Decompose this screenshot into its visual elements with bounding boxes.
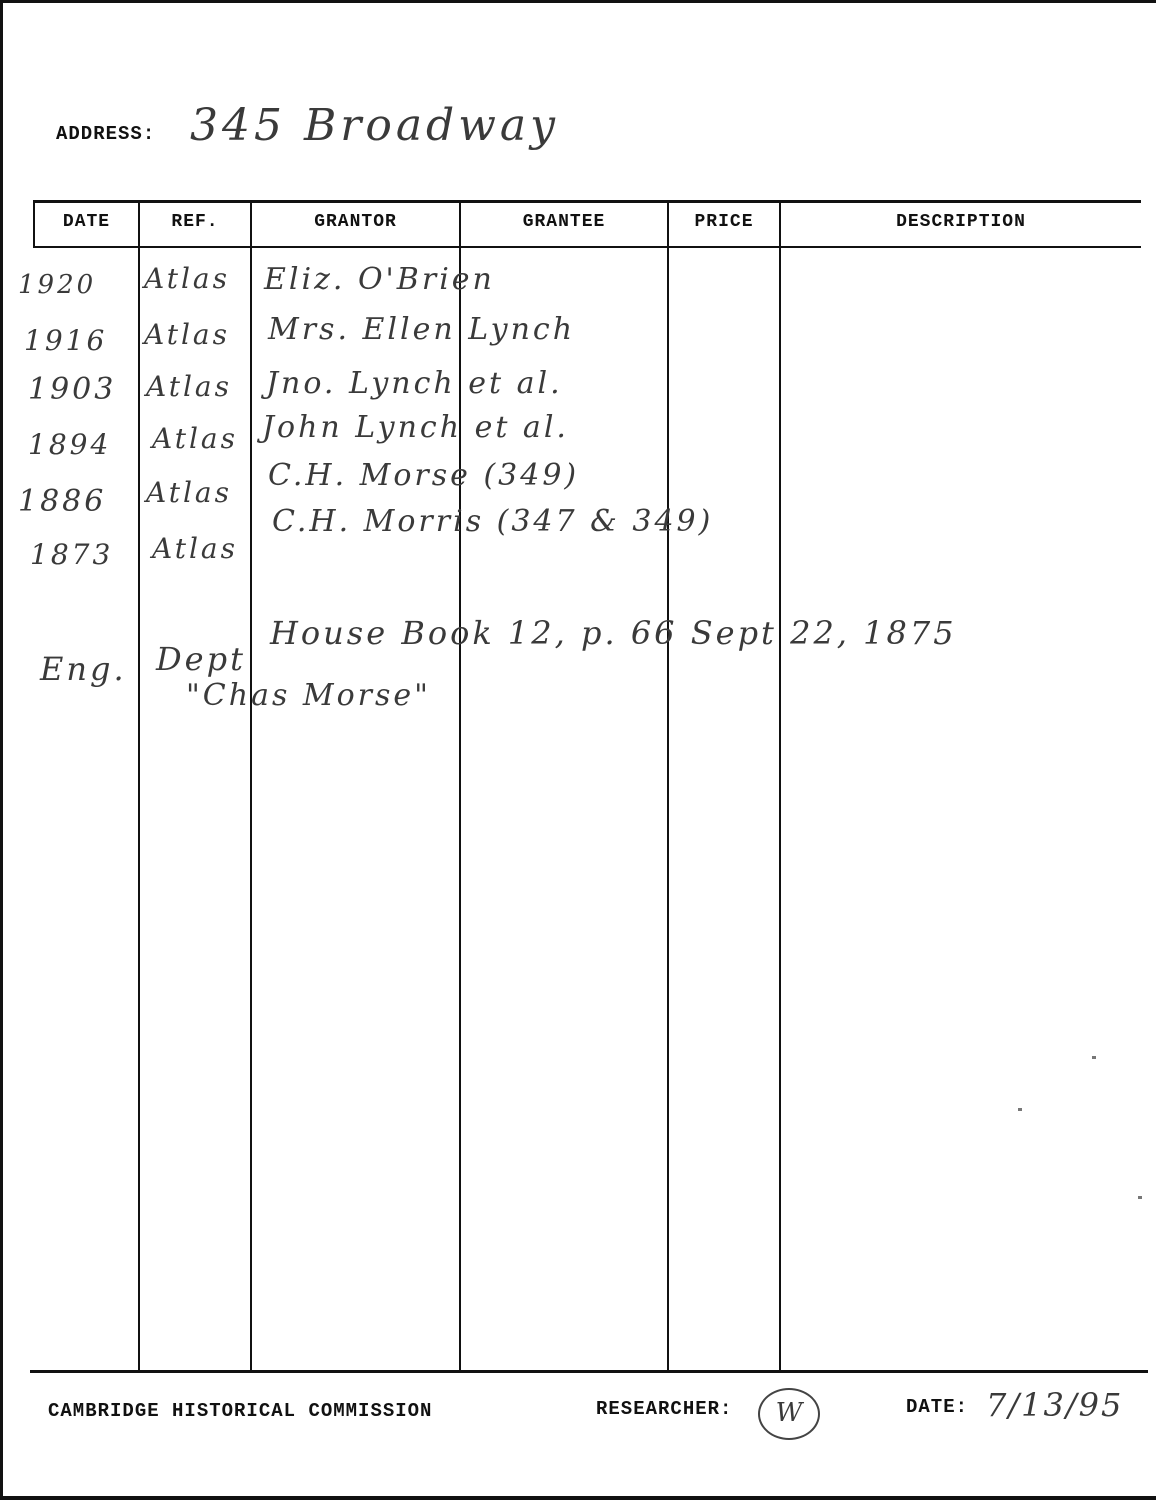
note-text: House Book 12, p. 66 Sept 22, 1875 [270,614,957,652]
table-bottom-rule [30,1370,1148,1373]
row-grantor: Eliz. O'Brien [264,262,495,297]
row-ref: Atlas [152,532,238,565]
row-ref: Atlas [144,318,230,351]
scan-speck [1092,1056,1096,1059]
column-header-date: DATE [62,212,111,232]
row-ref: Atlas [152,422,238,455]
column-header-description: DESCRIPTION [896,212,1026,232]
scan-speck [1138,1196,1142,1199]
note-text-continued: "Chas Morse" [186,678,431,713]
column-header-grantee: GRANTEE [522,212,606,232]
row-grantor: Jno. Lynch et al. [266,366,563,401]
row-date: 1894 [28,428,112,461]
row-date: 1920 [18,270,97,300]
row-date: 1916 [24,324,108,357]
researcher-initial: W [758,1388,820,1440]
address-value: 345 Broadway [190,100,559,151]
row-date: 1903 [28,372,117,407]
column-header-ref: REF. [171,212,219,232]
header-bottom-rule [33,246,1141,248]
scan-speck [1018,1108,1022,1111]
row-date: 1873 [30,538,114,571]
col-divider-grantee-price [667,200,669,1372]
page-border-left [0,0,3,1500]
row-ref: Atlas [146,476,232,509]
researcher-label: RESEARCHER: [596,1398,733,1420]
row-grantor: Mrs. Ellen Lynch [268,312,576,347]
row-ref: Atlas [146,370,232,403]
address-label: ADDRESS: [56,123,156,145]
organization-name: CAMBRIDGE HISTORICAL COMMISSION [48,1400,433,1422]
row-ref: Atlas [144,262,230,295]
footer-date-value: 7/13/95 [986,1386,1124,1424]
note-ref: Dept [156,640,246,678]
row-grantor: C.H. Morse (349) [268,458,580,493]
page-border-bottom [0,1496,1156,1500]
footer-date-label: DATE: [906,1396,969,1418]
column-header-grantor: GRANTOR [314,212,397,232]
col-divider-price-description [779,200,781,1372]
note-date: Eng. [40,650,127,688]
col-divider-date-ref [138,200,140,1372]
row-date: 1886 [18,484,107,519]
page-border-top [0,0,1156,3]
row-grantor: John Lynch et al. [262,410,569,445]
row-grantor: C.H. Morris (347 & 349) [272,504,714,539]
table-top-rule [33,200,1141,203]
column-header-price: PRICE [694,212,754,232]
col-divider-ref-grantor [250,200,252,1372]
